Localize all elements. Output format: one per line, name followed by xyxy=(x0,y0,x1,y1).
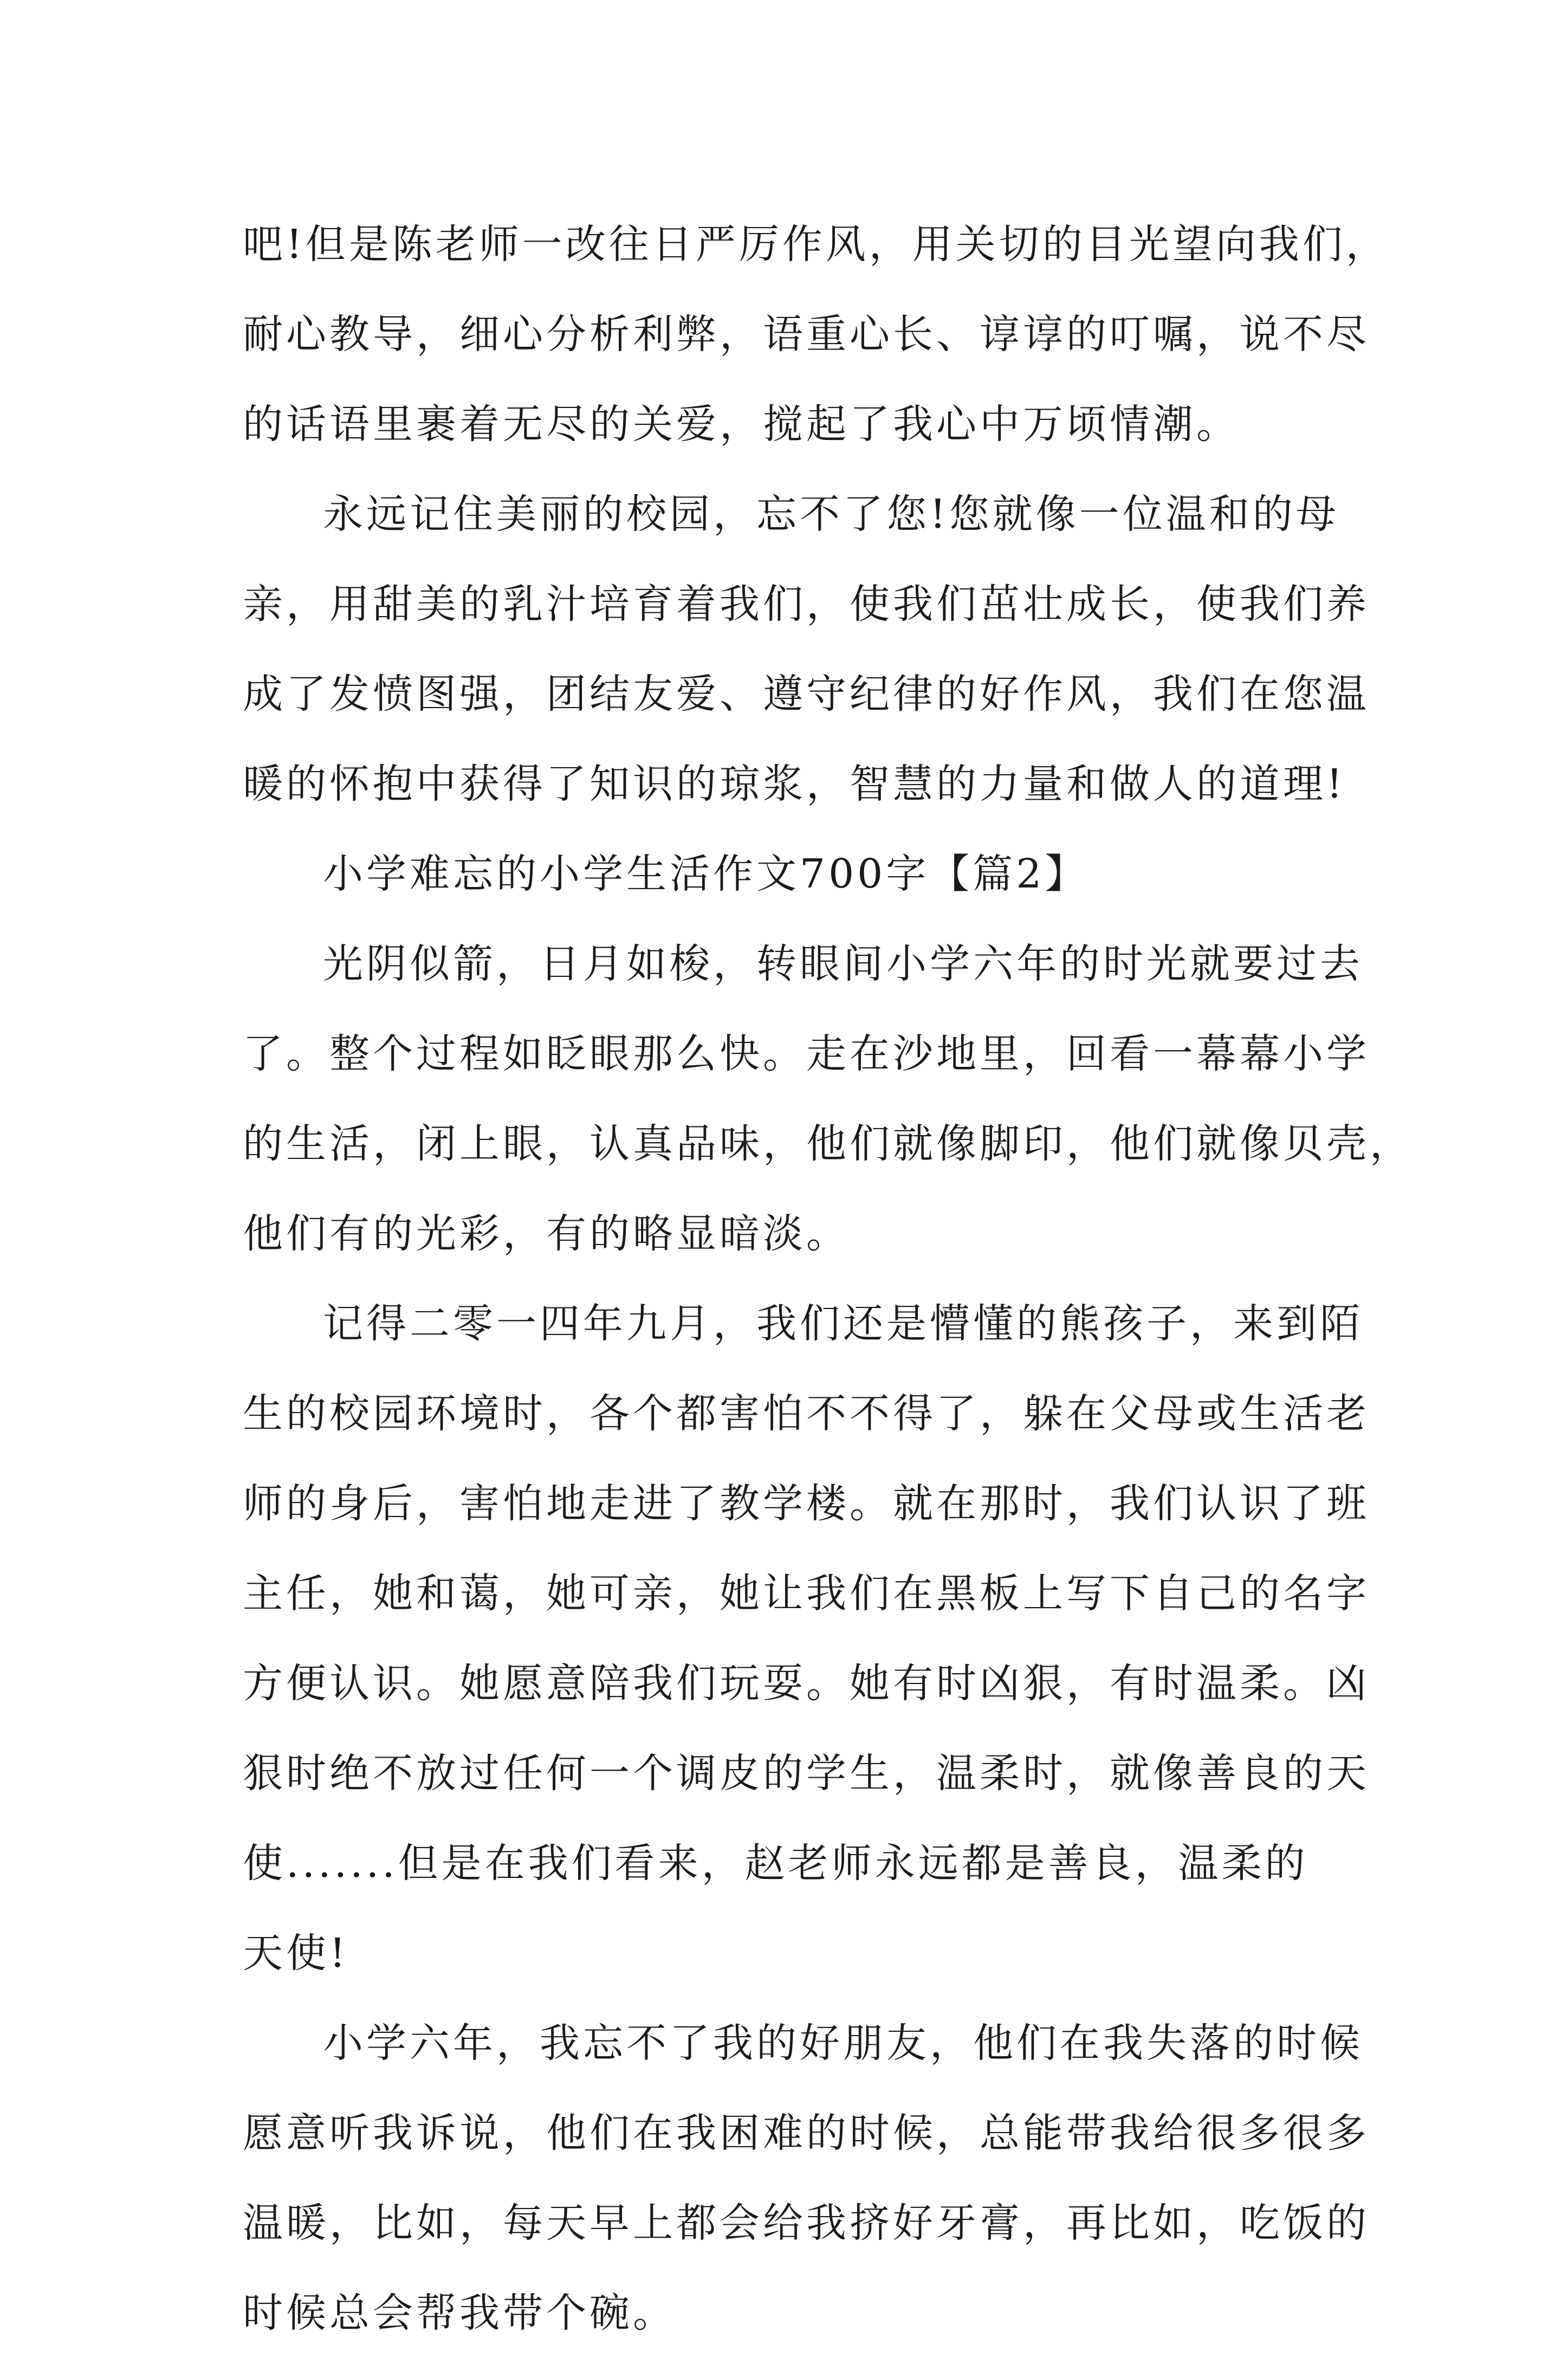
text-line: 使.......但是在我们看来，赵老师永远都是善良，温柔的 xyxy=(243,1840,1308,1887)
text-line: 光阴似箭，日月如梭，转眼间小学六年的时光就要过去 xyxy=(323,941,1363,987)
text-line: 温暖，比如，每天早上都会给我挤好牙膏，再比如，吃饭的 xyxy=(243,2200,1370,2246)
text-line: 方便认识。她愿意陪我们玩耍。她有时凶狠，有时温柔。凶 xyxy=(243,1660,1370,1707)
text-line: 的生活，闭上眼，认真品味，他们就像脚印，他们就像贝壳， xyxy=(243,1120,1413,1167)
text-line: 的话语里裹着无尽的关爱，搅起了我心中万顷情潮。 xyxy=(243,401,1240,448)
text-line: 主任，她和蔼，她可亲，她让我们在黑板上写下自己的名字 xyxy=(243,1570,1370,1617)
text-line: 耐心教导，细心分析利弊，语重心长、谆谆的叮嘱，说不尽 xyxy=(243,311,1370,358)
text-line: 成了发愤图强，团结友爱、遵守纪律的好作风，我们在您温 xyxy=(243,671,1370,717)
text-line: 愿意听我诉说，他们在我困难的时候，总能带我给很多很多 xyxy=(243,2110,1370,2156)
text-line: 师的身后，害怕地走进了教学楼。就在那时，我们认识了班 xyxy=(243,1480,1370,1527)
text-line: 他们有的光彩，有的略显暗淡。 xyxy=(243,1210,850,1257)
text-line: 生的校园环境时，各个都害怕不不得了，躲在父母或生活老 xyxy=(243,1390,1370,1437)
text-line: 了。整个过程如眨眼那么快。走在沙地里，回看一幕幕小学 xyxy=(243,1031,1370,1077)
text-line: 记得二零一四年九月，我们还是懵懂的熊孩子，来到陌 xyxy=(323,1300,1363,1347)
section-heading: 小学难忘的小学生活作文700字【篇2】 xyxy=(323,851,1088,897)
text-line: 永远记住美丽的校园，忘不了您!您就像一位温和的母 xyxy=(323,491,1339,537)
text-line: 时候总会帮我带个碗。 xyxy=(243,2290,676,2336)
text-line: 小学六年，我忘不了我的好朋友，他们在我失落的时候 xyxy=(323,2020,1363,2067)
text-line: 亲，用甜美的乳汁培育着我们，使我们茁壮成长，使我们养 xyxy=(243,581,1370,627)
text-line: 狠时绝不放过任何一个调皮的学生，温柔时，就像善良的天 xyxy=(243,1750,1370,1797)
text-line: 暖的怀抱中获得了知识的琼浆，智慧的力量和做人的道理! xyxy=(243,761,1346,807)
text-line: 吧!但是陈老师一改往日严厉作风，用关切的目光望向我们， xyxy=(243,221,1389,268)
text-line: 天使! xyxy=(243,1930,349,1977)
document-body xyxy=(243,199,1413,2358)
